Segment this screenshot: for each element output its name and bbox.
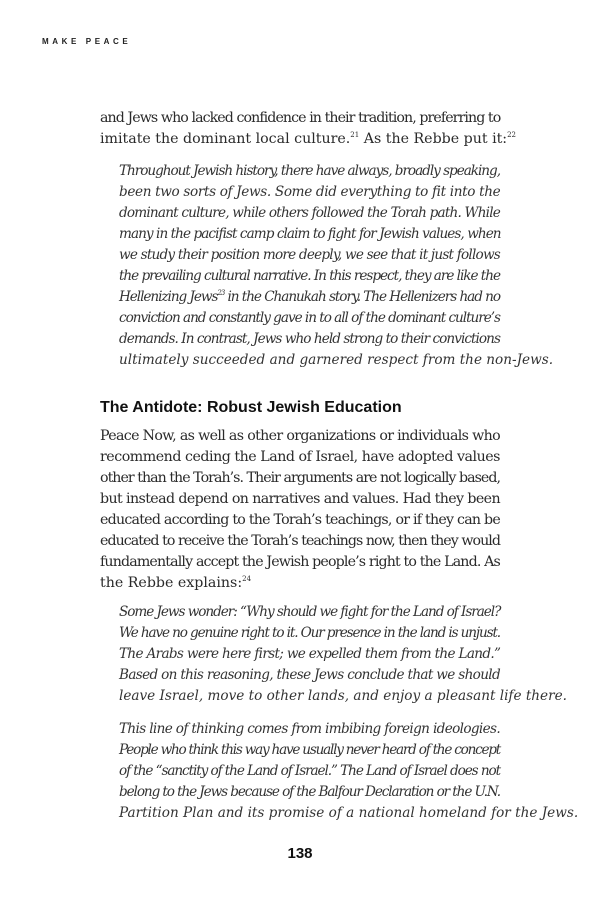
text-segment: Based on this reasoning, these Jews conclude that we should — [119, 667, 500, 683]
block-quote — [119, 161, 554, 371]
text-segment: dominant culture, while others followed the Torah path. While — [119, 205, 500, 221]
text-line — [119, 623, 500, 644]
text-segment: leave Israel, move to other lands, and enjoy a pleasant life there. — [119, 688, 567, 704]
text-line — [100, 468, 500, 489]
footnote-marker[interactable]: 22 — [507, 131, 517, 139]
text-segment: belong to the Jews because of the Balfour Declaration or the U.N. — [119, 784, 500, 800]
text-segment: but instead depend on narratives and values. Had they been — [100, 491, 500, 507]
text-line — [100, 129, 517, 150]
text-segment: demands. In contrast, Jews who held strong to their convictions — [119, 331, 500, 347]
text-line — [119, 266, 500, 287]
page-number: 138 — [287, 845, 313, 862]
text-line — [119, 665, 500, 686]
text-segment: Some Jews wonder: “Why should we fight for the Land of Israel? — [119, 604, 501, 620]
text-line — [100, 552, 500, 573]
text-segment: the Rebbe explains: — [100, 575, 243, 591]
text-segment: As the Rebbe put it: — [359, 131, 508, 147]
text-line — [119, 644, 500, 665]
footnote-marker[interactable]: 24 — [242, 575, 252, 583]
text-line — [119, 245, 500, 266]
block-quote — [119, 602, 567, 707]
text-segment: other than the Torah’s. Their arguments are not logically based, — [100, 470, 500, 486]
text-segment: Throughout Jewish history, there have always, broadly speaking, — [119, 163, 500, 179]
text-line — [119, 287, 500, 308]
text-segment: of the “sanctity of the Land of Israel.” The Land of Israel does not — [119, 763, 500, 779]
running-header: MAKE PEACE — [42, 37, 132, 46]
text-line — [100, 108, 500, 129]
text-line — [119, 350, 554, 371]
text-line — [119, 719, 500, 740]
block-quote — [119, 719, 579, 824]
text-line — [119, 782, 500, 803]
text-line — [119, 761, 500, 782]
text-segment: conviction and constantly gave in to all of the dominant culture’s — [119, 310, 500, 326]
section-heading: The Antidote: Robust Jewish Education — [100, 399, 402, 416]
text-segment: fundamentally accept the Jewish people’s right to the Land. As — [100, 554, 500, 570]
text-segment: and Jews who lacked confidence in their tradition, preferring to — [100, 110, 501, 126]
text-line — [119, 182, 500, 203]
text-segment: The Arabs were here first; we expelled them from the Land.” — [119, 646, 501, 662]
text-segment: the prevailing cultural narrative. In this respect, they are like the — [119, 268, 500, 284]
body-paragraph — [100, 108, 517, 150]
text-segment: Partition Plan and its promise of a national homeland for the Jews. — [119, 805, 579, 821]
text-line — [100, 573, 500, 594]
text-segment: ultimately succeeded and garnered respect from the non-Jews. — [119, 352, 554, 368]
text-line — [100, 510, 500, 531]
footnote-marker[interactable]: 21 — [350, 131, 360, 139]
text-line — [119, 602, 500, 623]
text-line — [119, 224, 500, 245]
text-line — [119, 203, 500, 224]
text-line — [119, 329, 500, 350]
text-segment: This line of thinking comes from imbibing foreign ideologies. — [119, 721, 501, 737]
text-segment: Peace Now, as well as other organizations or individuals who — [100, 428, 500, 444]
text-line — [119, 686, 567, 707]
text-line — [119, 803, 579, 824]
text-segment: we study their position more deeply, we see that it just follows — [119, 247, 500, 263]
text-segment: educated to receive the Torah’s teachings now, then they would — [100, 533, 500, 549]
text-segment: Hellenizing Jews — [119, 289, 218, 305]
text-line — [119, 308, 500, 329]
text-line — [100, 489, 500, 510]
text-segment: People who think this way have usually never heard of the concept — [119, 742, 500, 758]
text-segment: recommend ceding the Land of Israel, have adopted values — [100, 449, 500, 465]
text-segment: in the Chanukah story. The Hellenizers had no — [224, 289, 501, 305]
footnote-marker[interactable]: 23 — [217, 289, 225, 297]
text-line — [100, 447, 500, 468]
text-line — [100, 531, 500, 552]
body-paragraph — [100, 426, 500, 594]
text-segment: educated according to the Torah’s teachings, or if they can be — [100, 512, 500, 528]
text-line — [119, 740, 500, 761]
text-line — [119, 161, 500, 182]
text-segment: imitate the dominant local culture. — [100, 131, 351, 147]
text-segment: We have no genuine right to it. Our presence in the land is unjust. — [119, 625, 500, 641]
text-segment: been two sorts of Jews. Some did everything to fit into the — [119, 184, 501, 200]
text-segment: many in the pacifist camp claim to fight for Jewish values, when — [119, 226, 501, 242]
text-line — [100, 426, 500, 447]
